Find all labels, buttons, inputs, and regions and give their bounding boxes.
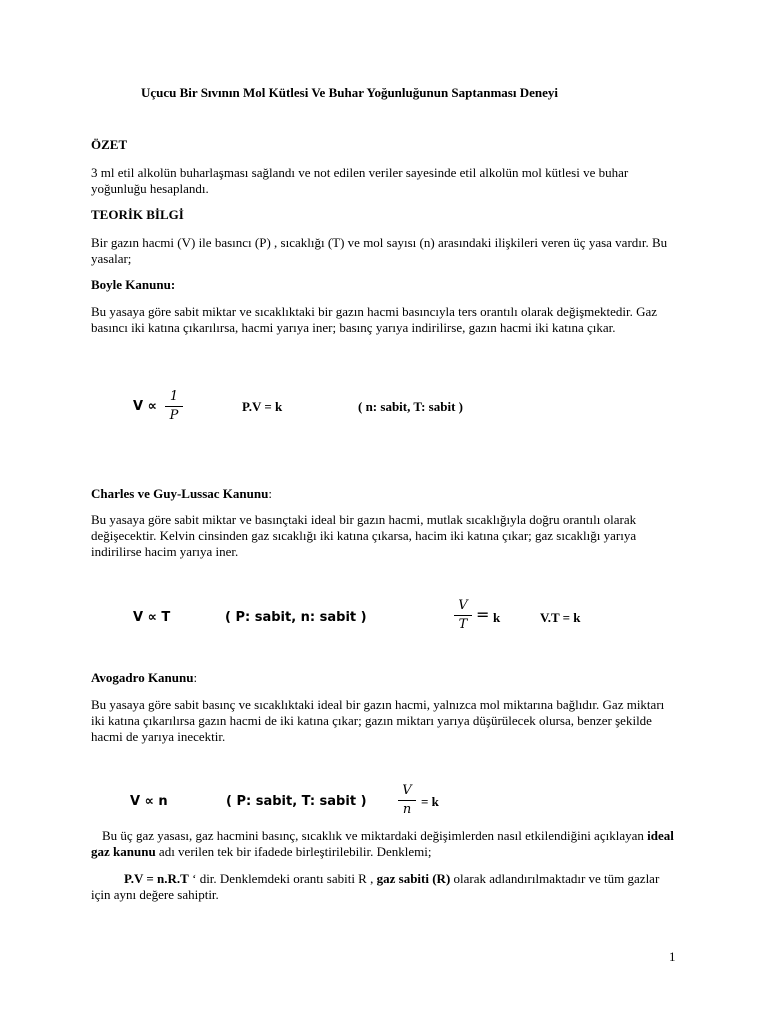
charles-fraction-denominator: T [458,617,468,632]
fraction-bar [398,800,416,801]
fraction-bar [454,615,472,616]
avogadro-heading-colon: : [193,670,198,685]
ideal-gas-text-b: adı verilen tek bir ifadede birleştirilebilir. Denklemi; [155,844,432,859]
boyle-text: Bu yasaya göre sabit miktar ve sıcaklıktaki bir gazın hacmi basıncıyla ters orantılı olarak değişmektedir. Gaz basıncı iki katına çıkarılırsa, hacmi yarıya iner; basınç yarıya indirilirse, gazın hacmi iki katına çıkar. [91,304,658,335]
ideal-gas-text-c: ‘ dir. Denklemdeki orantı sabiti R , [188,871,377,886]
avogadro-equation: = k [421,794,439,809]
charles-fraction [454,598,472,633]
avogadro-conditions: ( P: sabit, T: sabit ) [226,794,367,809]
charles-text: Bu yasaya göre sabit miktar ve basınçtaki ideal bir gazın hacmi, mutlak sıcaklığıyla doğru orantılı olarak değişecektir. Kelvin cinsinden gaz sıcaklığı iki katına çıkarsa, hacim iki katına çıkar; gaz sıcaklığı yarıya indirilirse hacim yarıya iner. [91,512,637,559]
ideal-gas-text-d: olarak adlandırılmaktadır ve tüm gazlar için aynı değere sahiptir. [91,871,660,902]
charles-equals-sign: = [476,605,490,624]
charles-conditions: ( P: sabit, n: sabit ) [225,610,367,625]
boyle-fraction-denominator: P [169,408,179,423]
ideal-gas-law-term: ideal gaz kanunu [91,828,674,859]
charles-equation: V.T = k [540,610,581,625]
charles-constant: k [493,610,501,625]
ideal-gas-equation: P.V = n.R.T [124,871,189,886]
teorik-intro: Bir gazın hacmi (V) ile basıncı (P) , sıcaklığı (T) ve mol sayısı (n) arasındaki ilişkileri veren üç yasa vardır. Bu yasalar; [91,235,668,266]
boyle-fraction-numerator: 1 [169,389,179,404]
boyle-fraction [165,389,183,424]
document-title: Uçucu Bir Sıvının Mol Kütlesi Ve Buhar Yoğunluğunun Saptanması Deneyi [141,85,558,100]
ideal-gas-text-a: Bu üç gaz yasası, gaz hacmini basınç, sıcaklık ve miktardaki değişimlerden nasıl etkilendiğini açıklayan [102,828,648,843]
boyle-conditions: ( n: sabit, T: sabit ) [358,399,463,414]
page-number: 1 [669,949,676,964]
charles-heading: Charles ve Guy-Lussac Kanunu [91,486,269,501]
avogadro-heading: Avogadro Kanunu [91,670,194,685]
teorik-heading: TEORİK BİLGİ [91,207,184,222]
boyle-equation: P.V = k [242,399,283,414]
gas-constant-term: gaz sabiti (R) [376,871,451,886]
avogadro-proportion: V ∝ n [130,794,168,809]
ozet-heading: ÖZET [91,137,128,152]
avogadro-fraction [398,783,416,818]
charles-proportion: V ∝ T [133,610,171,625]
avogadro-fraction-denominator: n [402,802,412,817]
boyle-heading: Boyle Kanunu: [91,277,176,292]
ideal-gas-paragraph [91,828,681,860]
ideal-gas-equation-paragraph [91,871,681,903]
ozet-text: 3 ml etil alkolün buharlaşması sağlandı ve not edilen veriler sayesinde etil alkolün mol kütlesi ve buhar yoğunluğu hesaplandı. [91,165,629,196]
charles-heading-line [91,486,681,502]
charles-fraction-numerator: V [458,598,468,613]
avogadro-text: Bu yasaya göre sabit basınç ve sıcaklıktaki ideal bir gazın hacmi, yalnızca mol miktarına bağlıdır. Gaz miktarı iki katına çıkarılırsa gazın hacmi de iki katına çıkar; gazın miktarı yarıya düşürülecek olursa, benzer şekilde hacmi de yarıya inecektir. [91,697,665,744]
avogadro-fraction-numerator: V [402,783,412,798]
avogadro-heading-line [91,670,681,686]
charles-heading-colon: : [268,486,272,501]
boyle-proportion: V ∝ [133,399,157,414]
fraction-bar [165,406,183,407]
